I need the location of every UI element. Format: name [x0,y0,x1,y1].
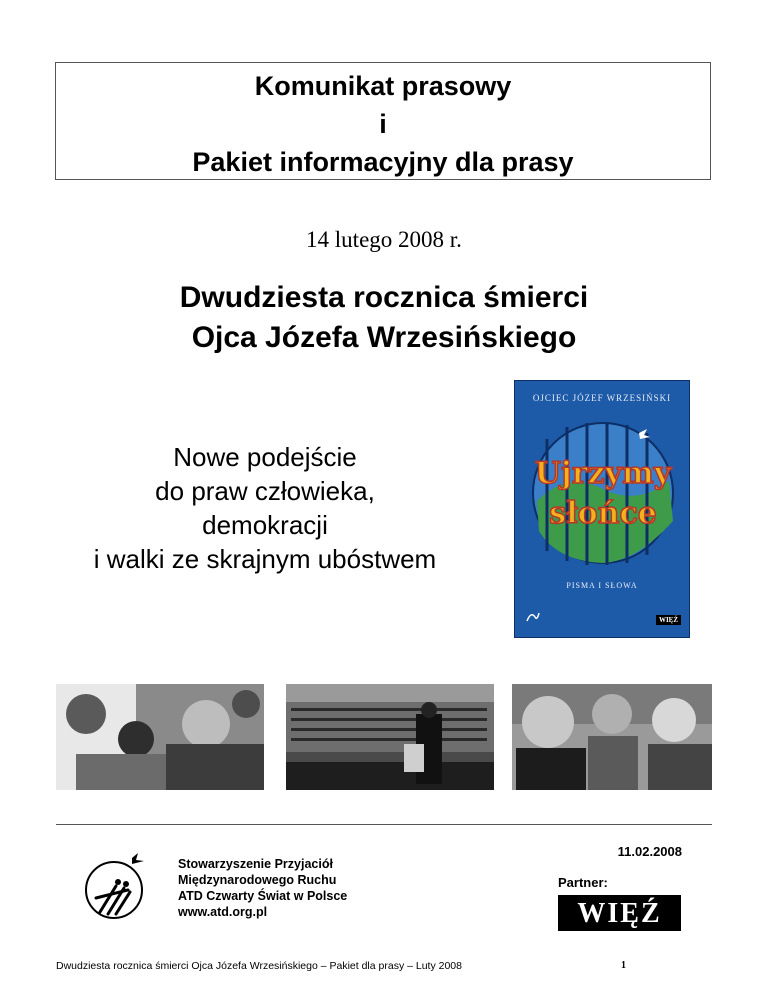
divider [56,824,712,825]
signature-icon [525,609,541,625]
photo-speaker-in-stadium [286,684,494,790]
headline-line-2: Ojca Józefa Wrzesińskiego [191,321,577,354]
title-line-3: Pakiet informacyjny dla prasy [192,147,574,177]
page-number: 1 [621,960,626,971]
book-title-line-2: słońce [549,496,657,531]
subtitle-line-4: i walki ze skrajnym ubóstwem [93,544,437,574]
subtitle-line-2: do praw człowieka, [155,476,375,506]
document-date: 14 lutego 2008 r. [306,227,462,252]
organization-website: www.atd.org.pl [178,905,268,919]
subtitle [30,440,500,576]
subtitle-line-3: demokracji [202,510,328,540]
footer-text: Dwudziesta rocznica śmierci Ojca Józefa Wrzesińskiego – Pakiet dla prasy – Luty 2008 [56,960,462,972]
book-series: PISMA I SŁOWA [566,581,638,590]
title-line-2: i [379,109,387,139]
partner-logo: WIĘŹ [558,895,681,931]
organization-line-2: Międzynarodowego Ruchu [178,873,337,887]
organization-line-1: Stowarzyszenie Przyjaciół [178,857,333,871]
title-line-1: Komunikat prasowy [254,71,512,101]
photo-men-talking [512,684,712,790]
globe-illustration [527,411,679,571]
organization-line-3: ATD Czwarty Świat w Polsce [178,889,348,903]
book-publisher: WIĘŹ [656,615,681,625]
headline [0,278,768,358]
headline-line-1: Dwudziesta rocznica śmierci [179,281,589,314]
subtitle-line-1: Nowe podejście [173,442,357,472]
organization-info [178,856,347,920]
photo-2-image [286,684,494,790]
photo-1-image [56,684,264,790]
partner-label: Partner: [558,875,608,890]
title-box [55,62,711,180]
photo-elderly-man-with-children [56,684,264,790]
issue-date: 11.02.2008 [617,844,682,859]
atd-fourth-world-logo-icon [80,850,152,922]
photo-3-image [512,684,712,790]
book-title-line-1: Ujrzymy [534,456,672,491]
book-author: OJCIEC JÓZEF WRZESIŃSKI [532,393,672,403]
book-cover-image [514,380,690,638]
